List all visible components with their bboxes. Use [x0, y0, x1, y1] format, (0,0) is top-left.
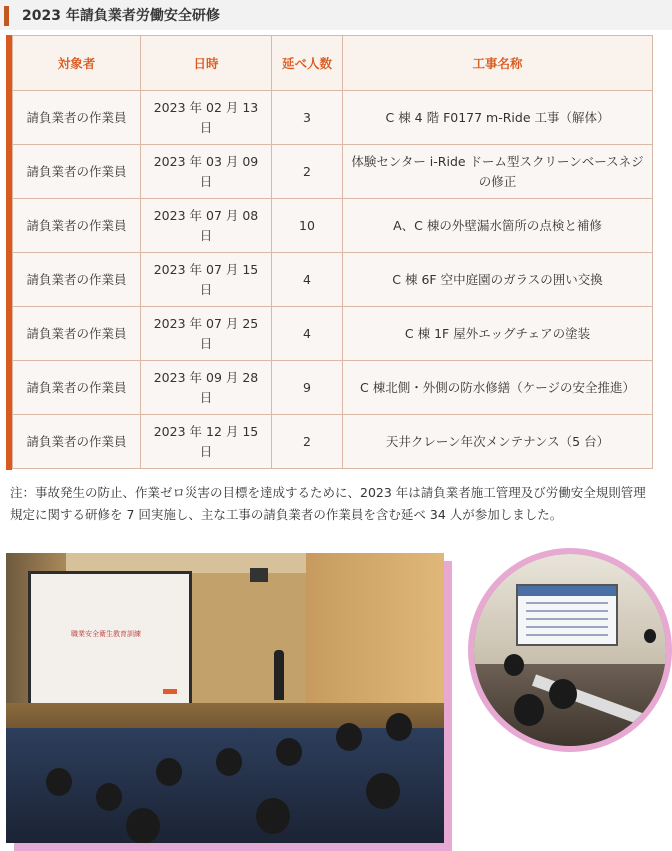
table-row	[13, 91, 653, 145]
cell-project: 天井クレーン年次メンテナンス（5 台）	[343, 415, 653, 469]
cell-date: 2023 年 12 月 15 日	[141, 415, 272, 469]
training-table-wrapper	[6, 35, 652, 470]
header-target: 対象者	[13, 36, 141, 91]
cell-target: 請負業者の作業員	[13, 415, 141, 469]
table-row	[13, 307, 653, 361]
cell-target: 請負業者の作業員	[13, 253, 141, 307]
cell-count: 2	[272, 415, 343, 469]
cell-date: 2023 年 03 月 09 日	[141, 145, 272, 199]
table-row	[13, 415, 653, 469]
auditorium-image	[6, 553, 444, 843]
table-row	[13, 361, 653, 415]
cell-date: 2023 年 07 月 25 日	[141, 307, 272, 361]
cell-project: C 棟 1F 屋外エッグチェアの塗装	[343, 307, 653, 361]
cell-date: 2023 年 09 月 28 日	[141, 361, 272, 415]
cell-count: 10	[272, 199, 343, 253]
loudspeaker	[250, 568, 268, 582]
table-header-row	[13, 36, 653, 91]
cell-count: 4	[272, 307, 343, 361]
cell-count: 2	[272, 145, 343, 199]
section-header	[0, 0, 672, 30]
presenter	[274, 650, 284, 700]
classroom-image	[474, 554, 666, 746]
cell-count: 4	[272, 253, 343, 307]
screen-title: 職業安全衛生教育訓練	[71, 630, 141, 638]
cell-project: 体験センター i-Ride ドーム型スクリーンベースネジの修正	[343, 145, 653, 199]
footnote: 注：事故発生の防止、作業ゼロ災害の目標を達成するために、2023 年は請負業者施工管理及び労働安全規則管理規定に関する研修を 7 回実施し、主な工事の請負業者の作業員を含む延べ 34 人が参加しました。	[10, 485, 646, 522]
cell-target: 請負業者の作業員	[13, 199, 141, 253]
section-title: 2023 年請負業者労働安全研修	[22, 8, 220, 24]
cell-project: C 棟北側・外側の防水修繕（ケージの安全推進）	[343, 361, 653, 415]
table-row	[13, 199, 653, 253]
cell-project: A、C 棟の外壁漏水箇所の点検と補修	[343, 199, 653, 253]
cell-date: 2023 年 07 月 08 日	[141, 199, 272, 253]
cell-count: 3	[272, 91, 343, 145]
cell-target: 請負業者の作業員	[13, 145, 141, 199]
cell-count: 9	[272, 361, 343, 415]
screen-logo	[163, 689, 177, 694]
cell-project: C 棟 6F 空中庭園のガラスの囲い交換	[343, 253, 653, 307]
header-accent-bar	[4, 6, 9, 26]
presentation-screen	[516, 584, 618, 646]
table-row	[13, 145, 653, 199]
header-project: 工事名称	[343, 36, 653, 91]
training-photo-classroom	[468, 548, 672, 752]
cell-date: 2023 年 02 月 13 日	[141, 91, 272, 145]
projection-screen	[28, 571, 192, 707]
cell-date: 2023 年 07 月 15 日	[141, 253, 272, 307]
cell-target: 請負業者の作業員	[13, 361, 141, 415]
header-count: 延べ人数	[272, 36, 343, 91]
table-row	[13, 253, 653, 307]
cell-project: C 棟 4 階 F0177 m-Ride 工事（解体）	[343, 91, 653, 145]
cell-target: 請負業者の作業員	[13, 91, 141, 145]
training-photo-auditorium	[6, 553, 444, 843]
training-table	[12, 35, 653, 469]
cell-target: 請負業者の作業員	[13, 307, 141, 361]
header-date: 日時	[141, 36, 272, 91]
